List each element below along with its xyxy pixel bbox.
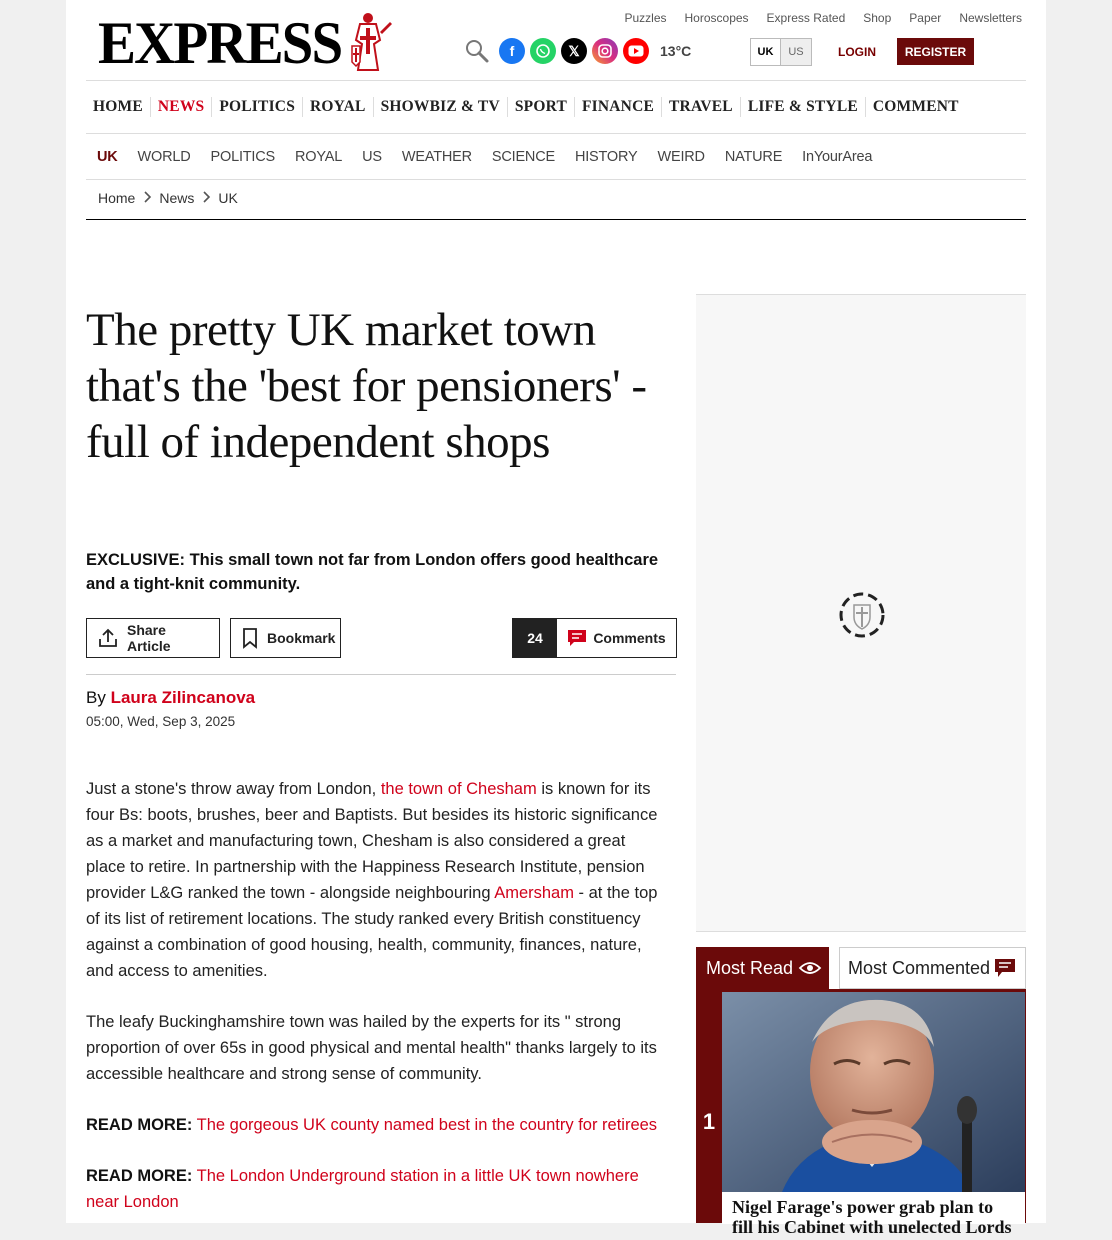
comments-link[interactable]	[557, 619, 676, 657]
nav-home[interactable]: HOME	[86, 97, 151, 117]
search-icon[interactable]	[464, 38, 490, 64]
subnav-us[interactable]: US	[362, 148, 382, 165]
top-link-horoscopes[interactable]: Horoscopes	[684, 11, 749, 25]
nav-life-style[interactable]: LIFE & STYLE	[741, 97, 866, 117]
read-more-link-2[interactable]: The London Underground station in a little UK town nowhere near London	[86, 1167, 639, 1211]
breadcrumb-rule	[86, 219, 1026, 220]
nav-showbiz-tv[interactable]: SHOWBIZ & TV	[374, 97, 508, 117]
read-more-link-1[interactable]: The gorgeous UK county named best in the country for retirees	[196, 1116, 658, 1134]
article-thumbnail	[722, 992, 1025, 1192]
breadcrumb-news[interactable]: News	[159, 190, 195, 206]
nav-travel[interactable]: TRAVEL	[662, 97, 741, 117]
bookmark-icon	[241, 627, 259, 649]
express-logo[interactable]	[98, 12, 394, 74]
tab-most-commented[interactable]	[839, 947, 1026, 989]
nav-sport[interactable]: SPORT	[508, 97, 575, 117]
comment-icon	[994, 958, 1016, 978]
edition-switch	[750, 38, 812, 66]
temperature: 13°C	[660, 43, 692, 59]
subnav-inyourarea[interactable]: InYourArea	[802, 148, 873, 165]
comments-label: Comments	[593, 630, 666, 646]
eye-icon	[799, 961, 821, 975]
comment-icon	[567, 629, 587, 647]
tab-most-commented-label: Most Commented	[848, 957, 991, 978]
nav-finance[interactable]: FINANCE	[575, 97, 662, 117]
social-icons-row	[464, 38, 691, 64]
comment-count: 24	[513, 619, 557, 657]
publish-date: 05:00, Wed, Sep 3, 2025	[86, 714, 236, 729]
article-headline: The pretty UK market town that's the 'best for pensioners' - full of independent shops	[86, 304, 647, 468]
ad-slot	[696, 294, 1026, 932]
breadcrumb-home[interactable]: Home	[98, 190, 136, 206]
p1-text-c: - at the top of its list of retirement locations. The study ranked every British constituency against a combination of good housing, health, community, finances, nature, and access to amenities.	[86, 884, 658, 980]
chesham-link[interactable]: the town of Chesham	[380, 780, 537, 798]
breadcrumb	[98, 190, 238, 206]
login-link[interactable]: LOGIN	[838, 45, 876, 59]
amersham-link[interactable]: Amersham	[494, 884, 574, 902]
read-more-1	[86, 1112, 666, 1138]
crusader-logo-icon	[346, 10, 394, 74]
p1-text-b: is known for its four Bs: boots, brushes, beer and Baptists. But besides its historic significance as a market and manufacturing town, Chesham is also considered a great place to retire. In partnership with the Happiness Research Institute, pension provider L&G ranked the town - alongside neighbouring	[86, 780, 658, 902]
nav-royal[interactable]: ROYAL	[303, 97, 374, 117]
most-read-tabs	[696, 947, 1026, 989]
subnav-history[interactable]: HISTORY	[574, 148, 638, 165]
share-icon	[97, 627, 119, 649]
subnav-weather[interactable]: WEATHER	[401, 148, 472, 165]
p1-text-a: Just a stone's throw away from London,	[86, 780, 381, 798]
top-link-newsletters[interactable]: Newsletters	[959, 11, 1022, 25]
read-more-label: READ MORE:	[86, 1167, 193, 1185]
top-link-express-rated[interactable]: Express Rated	[766, 11, 846, 25]
facebook-icon[interactable]: f	[499, 38, 525, 64]
chevron-right-icon	[143, 191, 151, 206]
logo-text: EXPRESS	[98, 10, 342, 76]
bookmark-label: Bookmark	[267, 630, 336, 646]
subnav-weird[interactable]: WEIRD	[657, 148, 705, 165]
author-link[interactable]: Laura Zilincanova	[110, 688, 256, 707]
top-links	[624, 11, 1022, 25]
whatsapp-icon[interactable]	[530, 38, 556, 64]
share-article-label: Share Article	[127, 622, 171, 654]
sub-nav	[86, 134, 1026, 179]
article-standfirst: EXCLUSIVE: This small town not far from London offers good healthcare and a tight-knit community.	[86, 551, 659, 593]
page	[66, 0, 1046, 1237]
most-read-list	[696, 989, 1026, 1237]
subnav-royal[interactable]: ROYAL	[295, 148, 343, 165]
subnav-nature[interactable]: NATURE	[724, 148, 783, 165]
subnav-divider	[86, 179, 1026, 180]
tab-most-read[interactable]	[696, 947, 829, 989]
top-link-puzzles[interactable]: Puzzles	[624, 11, 667, 25]
read-more-2	[86, 1163, 666, 1215]
comments-button[interactable]	[512, 618, 677, 658]
instagram-icon[interactable]	[592, 38, 618, 64]
nav-comment[interactable]: COMMENT	[872, 98, 959, 115]
subnav-science[interactable]: SCIENCE	[491, 148, 555, 165]
edition-uk[interactable]: UK	[751, 39, 781, 65]
paragraph-2: The leafy Buckinghamshire town was hailed by the experts for its " strong proportion of over 65s in good physical and mental health" thanks largely to its accessible healthcare and strong sense of community.	[86, 1013, 657, 1083]
read-more-label: READ MORE:	[86, 1116, 193, 1134]
most-read-item[interactable]	[722, 992, 1025, 1237]
nav-politics[interactable]: POLITICS	[212, 97, 303, 117]
top-link-shop[interactable]: Shop	[863, 11, 892, 25]
chevron-right-icon	[202, 191, 210, 206]
tab-most-read-label: Most Read	[706, 957, 794, 978]
edition-us[interactable]: US	[781, 39, 811, 65]
breadcrumb-uk[interactable]: UK	[218, 190, 238, 206]
loading-spinner-icon	[838, 591, 886, 639]
main-nav	[86, 81, 1026, 133]
subnav-uk[interactable]: UK	[97, 148, 118, 165]
subnav-politics[interactable]: POLITICS	[210, 148, 276, 165]
article-body	[86, 776, 666, 1240]
byline	[86, 688, 255, 708]
register-button[interactable]: REGISTER	[897, 38, 974, 65]
youtube-icon[interactable]	[623, 38, 649, 64]
paragraph-1	[86, 776, 666, 984]
share-article-button[interactable]	[86, 618, 220, 658]
nav-news[interactable]: NEWS	[151, 97, 212, 117]
most-read-title: Nigel Farage's power grab plan to fill his Cabinet with unelected Lords	[732, 1197, 1012, 1237]
article-meta-rule	[86, 674, 676, 675]
x-icon[interactable]: 𝕏	[561, 38, 587, 64]
top-link-paper[interactable]: Paper	[909, 11, 942, 25]
rank-number: 1	[702, 1109, 716, 1134]
byline-prefix: By	[86, 688, 106, 707]
bookmark-button[interactable]	[230, 618, 341, 658]
subnav-world[interactable]: WORLD	[137, 148, 191, 165]
